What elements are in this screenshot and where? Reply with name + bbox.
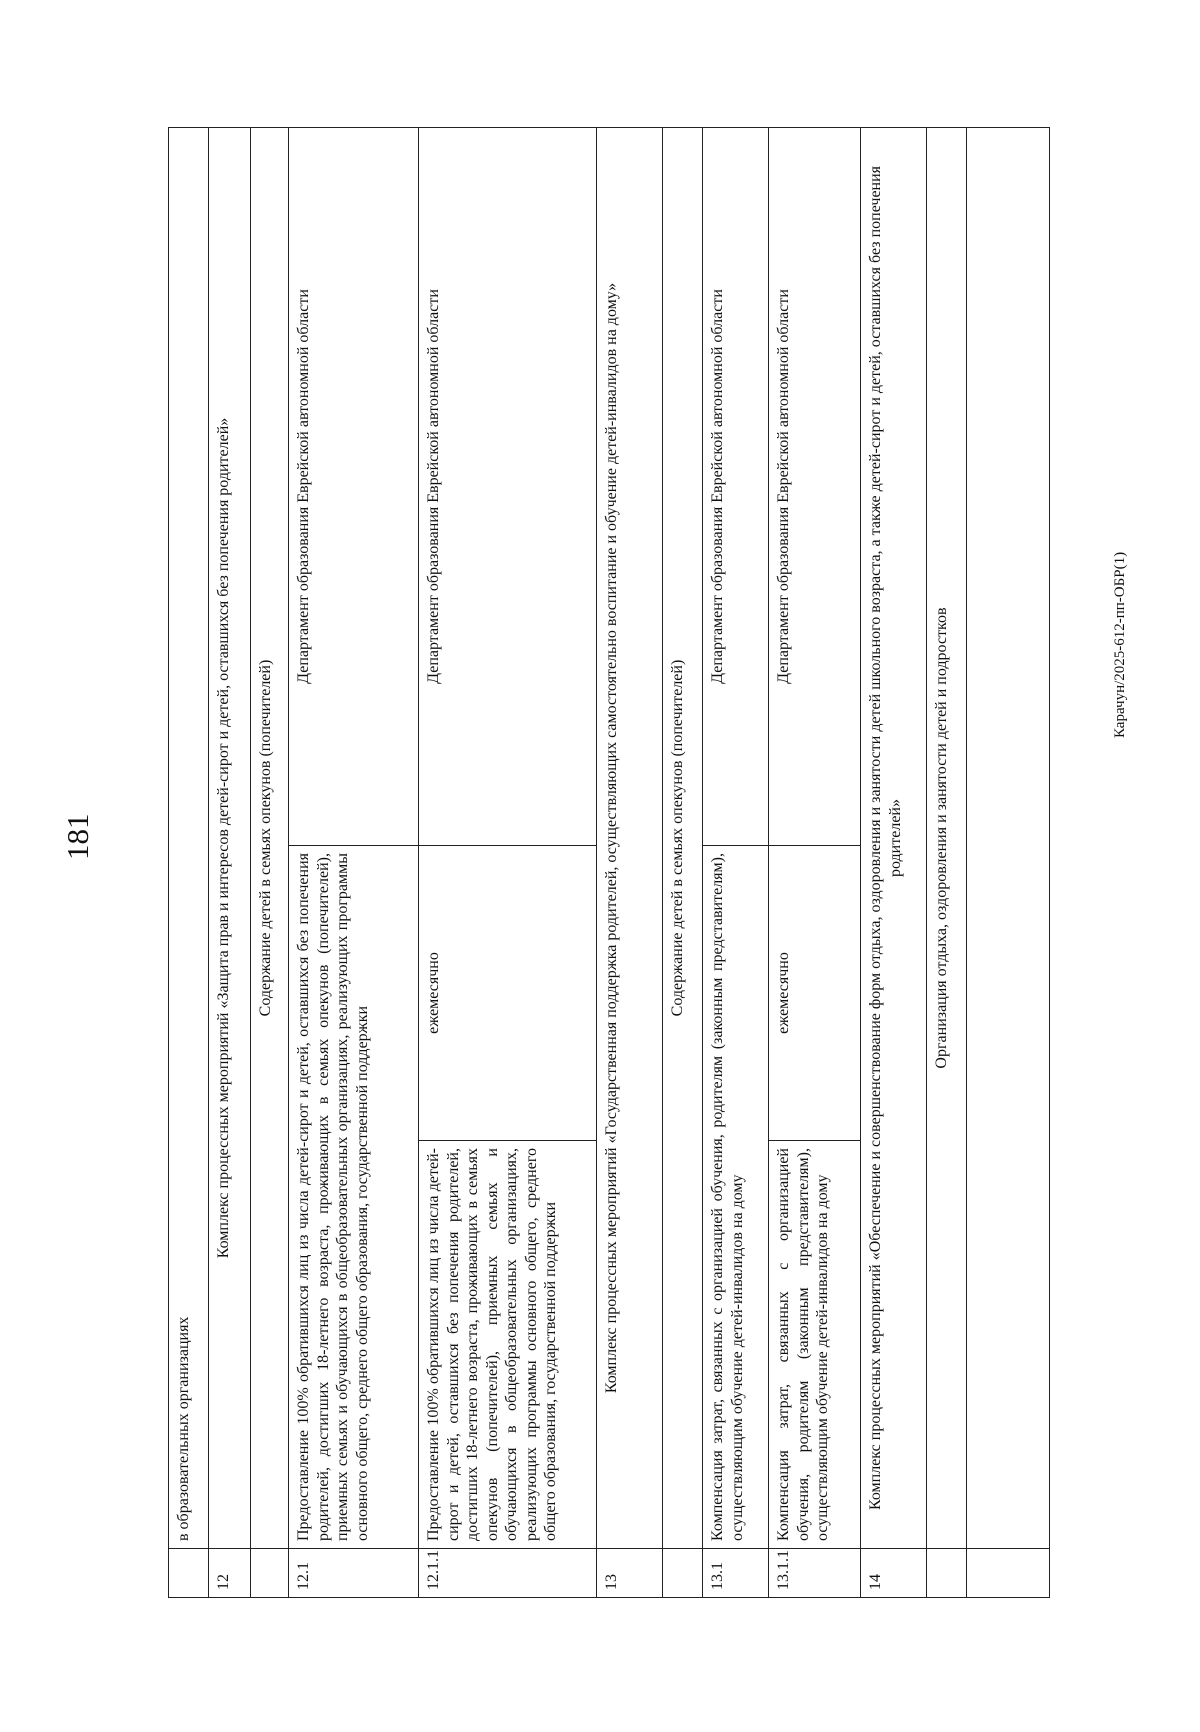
- row-number: 12.1.1: [419, 1549, 597, 1598]
- table-row: [967, 128, 1050, 1598]
- row-text: Компенсация затрат, связанных с организацией обучения, родителям (законным представителям), осуществляющим обучение детей-инвалидов на дому: [703, 846, 769, 1549]
- responsible-org: Департамент образования Еврейской автономной области: [769, 128, 861, 846]
- row-number: [169, 1549, 209, 1598]
- frequency: ежемесячно: [419, 846, 597, 1141]
- row-text: в образовательных организациях: [169, 128, 209, 1549]
- row-text: Компенсация затрат, связанных с организацией обучения, родителям (законным представителям), осуществляющим обучение детей-инвалидов на дому: [769, 1141, 861, 1549]
- frequency: ежемесячно: [769, 846, 861, 1141]
- row-number: 13.1: [703, 1549, 769, 1598]
- row-number: 13.1.1: [769, 1549, 861, 1598]
- table-row: [209, 128, 251, 1598]
- row-number: 12: [209, 1549, 251, 1598]
- table-row: [861, 128, 927, 1598]
- page-number: 181: [60, 813, 95, 860]
- row-number: 13: [597, 1549, 663, 1598]
- table-row: [251, 128, 289, 1598]
- table-row: [419, 128, 597, 1598]
- measures-table: [168, 128, 1050, 1598]
- table-row: [289, 128, 419, 1598]
- table-row: [169, 128, 209, 1598]
- row-text: Предоставление 100% обратившихся лиц из числа детей-сирот и детей, оставшихся без попечения родителей, достигших 18-летнего возраста, проживающих в семьях опекунов (попечителей), приемных семьях и обучающихся в общеобразовательных организациях, реализующих программы основного общего, среднего общего образования, государственной поддержки: [419, 1141, 597, 1549]
- subsection-title: Содержание детей в семьях опекунов (попечителей): [663, 128, 703, 1549]
- document-code: Карачун/2025-612-пп-ОБР(1): [1112, 551, 1128, 738]
- row-number: 14: [861, 1549, 927, 1598]
- section-title: Комплекс процессных мероприятий «Обеспечение и совершенствование форм отдыха, оздоровления и занятости детей школьного возраста, а также детей-сирот и детей, оставшихся без попечения родителей»: [861, 128, 927, 1549]
- table-row: [663, 128, 703, 1598]
- table-row: [703, 128, 769, 1598]
- table-row: [769, 128, 861, 1598]
- table-row: [927, 128, 967, 1598]
- responsible-org: Департамент образования Еврейской автономной области: [703, 128, 769, 846]
- row-text: Предоставление 100% обратившихся лиц из числа детей-сирот и детей, оставшихся без попечения родителей, достигших 18-летнего возраста, проживающих в семьях опекунов (попечителей), приемных семьях и обучающихся в общеобразовательных организациях, реализующих программы основного общего, среднего общего образования, государственной поддержки: [289, 846, 419, 1549]
- section-title: Комплекс процессных мероприятий «Государственная поддержка родителей, осуществляющих самостоятельно воспитание и обучение детей-инвалидов на дому»: [597, 128, 663, 1549]
- subsection-title: Организация отдыха, оздоровления и занятости детей и подростков: [927, 128, 967, 1549]
- row-number: 12.1: [289, 1549, 419, 1598]
- responsible-org: Департамент образования Еврейской автономной области: [419, 128, 597, 846]
- section-title: Комплекс процессных мероприятий «Защита прав и интересов детей-сирот и детей, оставшихся без попечения родителей»: [209, 128, 251, 1549]
- responsible-org: Департамент образования Еврейской автономной области: [289, 128, 419, 846]
- table-row: [597, 128, 663, 1598]
- subsection-title: Содержание детей в семьях опекунов (попечителей): [251, 128, 289, 1549]
